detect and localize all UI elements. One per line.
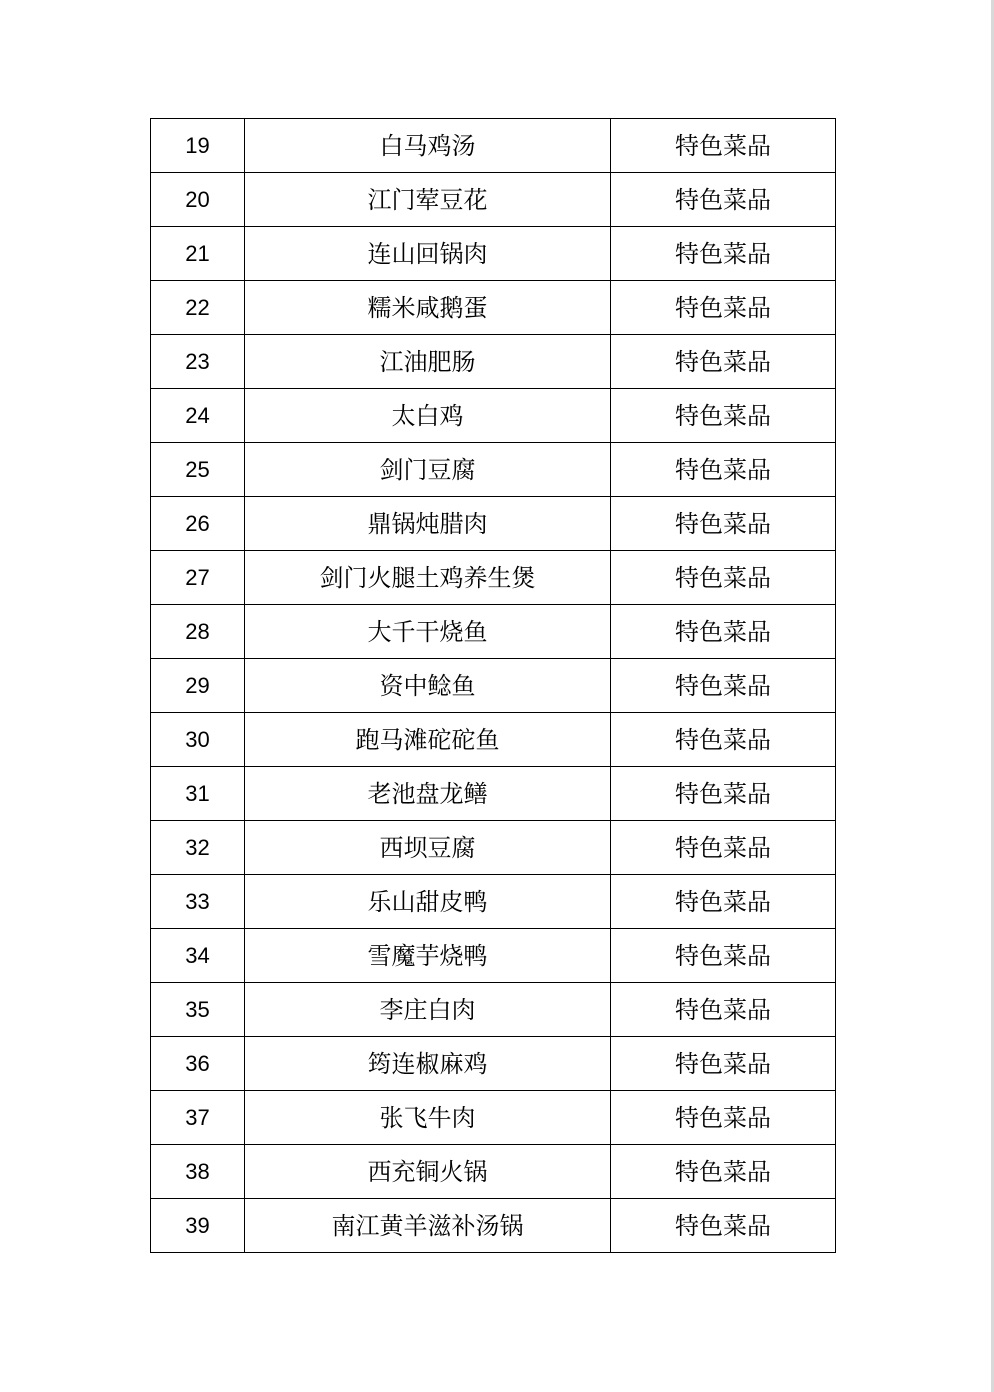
dish-name: 筠连椒麻鸡 <box>245 1037 611 1091</box>
table-row <box>151 227 836 281</box>
dish-name: 西坝豆腐 <box>245 821 611 875</box>
dish-category: 特色菜品 <box>611 1037 836 1091</box>
dish-name: 资中鲶鱼 <box>245 659 611 713</box>
dish-category: 特色菜品 <box>611 713 836 767</box>
row-number: 22 <box>151 281 245 335</box>
dish-name: 白马鸡汤 <box>245 119 611 173</box>
table-row <box>151 173 836 227</box>
dish-category: 特色菜品 <box>611 659 836 713</box>
dish-category: 特色菜品 <box>611 335 836 389</box>
dish-category: 特色菜品 <box>611 443 836 497</box>
row-number: 20 <box>151 173 245 227</box>
table-row <box>151 335 836 389</box>
dish-name: 大千干烧鱼 <box>245 605 611 659</box>
dish-name: 剑门豆腐 <box>245 443 611 497</box>
table-row <box>151 443 836 497</box>
dish-category: 特色菜品 <box>611 875 836 929</box>
table-row <box>151 821 836 875</box>
table-row <box>151 389 836 443</box>
table-row <box>151 983 836 1037</box>
dish-category: 特色菜品 <box>611 1091 836 1145</box>
table-row <box>151 1145 836 1199</box>
dish-category: 特色菜品 <box>611 551 836 605</box>
dish-category: 特色菜品 <box>611 119 836 173</box>
dish-name: 剑门火腿土鸡养生煲 <box>245 551 611 605</box>
row-number: 33 <box>151 875 245 929</box>
row-number: 30 <box>151 713 245 767</box>
dish-category: 特色菜品 <box>611 173 836 227</box>
dish-name: 太白鸡 <box>245 389 611 443</box>
dish-name: 老池盘龙鳝 <box>245 767 611 821</box>
dish-category: 特色菜品 <box>611 767 836 821</box>
dish-category: 特色菜品 <box>611 227 836 281</box>
row-number: 32 <box>151 821 245 875</box>
table-row <box>151 875 836 929</box>
dish-category: 特色菜品 <box>611 389 836 443</box>
dish-name: 江门荤豆花 <box>245 173 611 227</box>
dish-name: 跑马滩砣砣鱼 <box>245 713 611 767</box>
dish-name: 南江黄羊滋补汤锅 <box>245 1199 611 1253</box>
table-row <box>151 281 836 335</box>
table-row <box>151 497 836 551</box>
row-number: 36 <box>151 1037 245 1091</box>
row-number: 26 <box>151 497 245 551</box>
row-number: 21 <box>151 227 245 281</box>
dish-name: 鼎锅炖腊肉 <box>245 497 611 551</box>
table-row <box>151 1199 836 1253</box>
dish-name: 西充铜火锅 <box>245 1145 611 1199</box>
dish-name: 雪魔芋烧鸭 <box>245 929 611 983</box>
dish-category: 特色菜品 <box>611 605 836 659</box>
dish-name: 江油肥肠 <box>245 335 611 389</box>
row-number: 27 <box>151 551 245 605</box>
table-row <box>151 929 836 983</box>
table-row <box>151 659 836 713</box>
table-row <box>151 1091 836 1145</box>
dish-name: 乐山甜皮鸭 <box>245 875 611 929</box>
row-number: 29 <box>151 659 245 713</box>
row-number: 35 <box>151 983 245 1037</box>
dish-name: 糯米咸鹅蛋 <box>245 281 611 335</box>
dish-category: 特色菜品 <box>611 929 836 983</box>
dish-table <box>150 118 836 1253</box>
row-number: 25 <box>151 443 245 497</box>
dish-name: 李庄白肉 <box>245 983 611 1037</box>
table-row <box>151 551 836 605</box>
row-number: 24 <box>151 389 245 443</box>
dish-category: 特色菜品 <box>611 1199 836 1253</box>
table-row <box>151 605 836 659</box>
table-row <box>151 767 836 821</box>
row-number: 23 <box>151 335 245 389</box>
dish-name: 张飞牛肉 <box>245 1091 611 1145</box>
row-number: 19 <box>151 119 245 173</box>
table-row <box>151 119 836 173</box>
dish-category: 特色菜品 <box>611 983 836 1037</box>
dish-name: 连山回锅肉 <box>245 227 611 281</box>
row-number: 37 <box>151 1091 245 1145</box>
dish-table-body <box>151 119 836 1253</box>
row-number: 28 <box>151 605 245 659</box>
table-row <box>151 1037 836 1091</box>
row-number: 38 <box>151 1145 245 1199</box>
dish-category: 特色菜品 <box>611 821 836 875</box>
row-number: 31 <box>151 767 245 821</box>
dish-category: 特色菜品 <box>611 497 836 551</box>
table-row <box>151 713 836 767</box>
row-number: 34 <box>151 929 245 983</box>
dish-category: 特色菜品 <box>611 1145 836 1199</box>
row-number: 39 <box>151 1199 245 1253</box>
dish-category: 特色菜品 <box>611 281 836 335</box>
